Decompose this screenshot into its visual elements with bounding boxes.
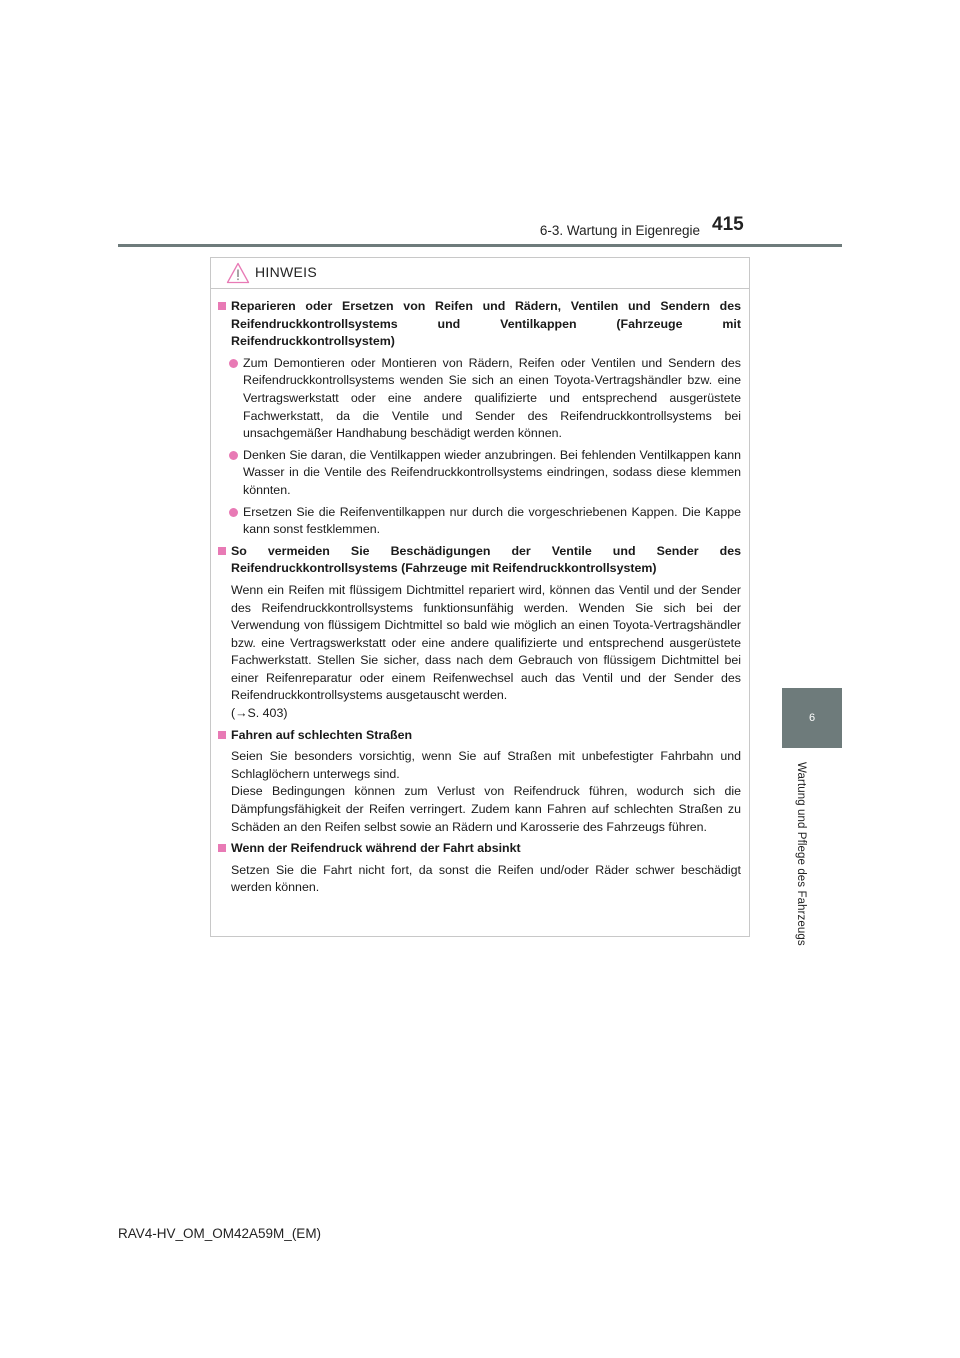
list-item: Zum Demontieren oder Montieren von Rädern, Reifen oder Ventilen und Sendern des Reifendruckkontrollsystems wenden Sie sich an einen Toyota-Vertragshändler bzw. eine Vertragswerkstatt oder eine andere qualifizierte und entsprechend ausgerüstete Fachwerkstatt, da die Ventile und Sender des Reifendruckkontrollsystems bei unsachgemäßer Handhabung beschädigt werden können. (217, 355, 741, 443)
section-heading: So vermeiden Sie Beschädigungen der Ventile und Sender des Reifendruckkontrollsystems (Fahrzeuge mit Reifendruckkontrollsystem) (217, 543, 741, 578)
square-bullet-icon (218, 731, 226, 739)
list-item: Ersetzen Sie die Reifenventilkappen nur durch die vorgeschriebenen Kappen. Die Kappe kann sonst festklemmen. (217, 504, 741, 539)
header-divider (118, 244, 842, 247)
list-item: Denken Sie daran, die Ventilkappen wieder anzubringen. Bei fehlenden Ventilkappen kann Wasser in die Ventile des Reifendruckkontrollsystems eindringen, sodass diese klemmen könnten. (217, 447, 741, 500)
notice-title: HINWEIS (255, 264, 317, 280)
section-heading: Wenn der Reifendruck während der Fahrt absinkt (217, 840, 741, 858)
chapter-number: 6 (808, 712, 816, 724)
circle-bullet-icon (229, 508, 238, 517)
page-number: 415 (712, 214, 744, 235)
square-bullet-icon (218, 844, 226, 852)
circle-bullet-icon (229, 359, 238, 368)
paragraph: Diese Bedingungen können zum Verlust von Reifendruck führen, wodurch sich die Dämpfungsfähigkeit der Reifen verringert. Zudem kann Fahren auf schlechten Straßen zu Schäden an den Reifen selbst sowie an Rädern und Karosserie des Fahrzeugs führen. (231, 784, 741, 834)
page-reference: (→S. 403) (231, 706, 288, 721)
paragraph: Wenn ein Reifen mit flüssigem Dichtmittel repariert wird, können das Ventil und der Sender des Reifendruckkontrollsystems funktionsunfähig werden. Wenden Sie sich bei der Verwendung von flüssigem Dichtmittel so bald wie möglich an einen Toyota-Vertragshändler bzw. eine Vertragswerkstatt oder eine andere qualifizierte und entsprechend ausgerüstete Fachwerkstatt. Stellen Sie sicher, dass nach dem Gebrauch von flüssigem Dichtmittel bei einer Reifenreparatur oder einem Reifenwechsel auch das Ventil und der Sender des Reifendruckkontrollsystems ausgetauscht werden. (231, 582, 741, 703)
circle-bullet-icon (229, 451, 238, 460)
warning-triangle-icon (226, 262, 250, 284)
square-bullet-icon (218, 302, 226, 310)
square-bullet-icon (218, 547, 226, 555)
section-heading: Reparieren oder Ersetzen von Reifen und Rädern, Ventilen und Sendern des Reifendruckkontrollsystems und Ventilkappen (Fahrzeuge mit Reifendruckkontrollsystem) (217, 298, 741, 351)
chapter-tab (782, 688, 842, 748)
document-code: RAV4-HV_OM_OM42A59M_(EM) (118, 1226, 322, 1241)
paragraph: Setzen Sie die Fahrt nicht fort, da sonst die Reifen und/oder Räder schwer beschädigt werden können. (231, 862, 741, 895)
section-heading: Fahren auf schlechten Straßen (217, 727, 741, 745)
notice-body (211, 298, 749, 901)
chapter-title-vertical: Wartung und Pflege des Fahrzeugs (795, 762, 807, 946)
section-title: 6-3. Wartung in Eigenregie (539, 223, 700, 238)
notice-header (211, 258, 749, 289)
paragraph: Seien Sie besonders vorsichtig, wenn Sie auf Straßen mit unbefestigter Fahrbahn und Schlaglöchern unterwegs sind. (231, 749, 741, 781)
notice-box (210, 257, 750, 937)
